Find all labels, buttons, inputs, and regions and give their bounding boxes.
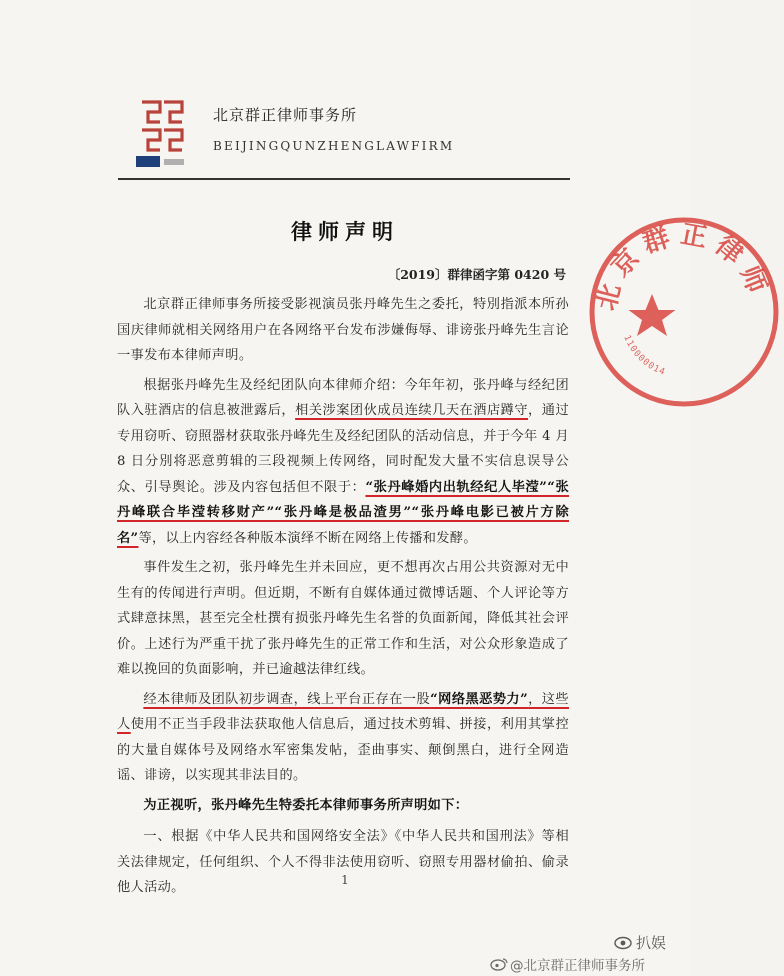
document-number: 〔2019〕群律函字第 0420 号 [387,267,566,282]
seal-number: 110000014 [621,333,667,378]
seal-text: 北京群正律师 [591,219,775,314]
watermark-account-label: @北京群正律师事务所 [510,958,645,974]
svg-text:110000014 [621,334,667,378]
svg-text:北京群正律师 [592,219,775,313]
watermark-app-label: 扒娱 [636,934,667,952]
background-text-a: 根据张丹峰先生及经纪团队向本律师介绍：今年年初，张丹峰与经纪团队入驻酒店的信息被泄露后， [117,377,569,418]
letterhead-divider [118,178,570,180]
paragraph-intro [117,292,569,369]
item-one-text: 一、根据《中华人民共和国网络安全法》《中华人民共和国刑法》等相关法律规定，任何组织、个人不得非法使用窃听、窃照专用器材偷拍、偷录他人活动。 [117,829,569,895]
watermark-account [490,954,645,974]
firm-name-en: BEIJINGQUNZHENGLAWFIRM [213,139,455,153]
background-text-c: ，通过专用窃听、窃照器材获取张丹峰先生及经纪团队的活动信息，并于今年 4 月 8 日分別将恶意剪辑的三段视频上传网络，同时配发大量不实信息误导公众、引导舆论。涉及内容包括但不限于： [117,403,569,495]
firm-seal [584,212,784,412]
paragraph-declaration-intro [117,793,569,819]
firm-name-cn: 北京群正律师事务所 [213,106,358,124]
paragraph-response-text: 事件发生之初，张丹峰先生并未回应，更不想再次占用公共资源对无中生有的传闻进行声明。但近期，不断有自媒体通过微博话题、个人评论等方式肆意抹黑，甚至完全杜撰有损张丹峰先生名誉的负面新闻，降低其社会评价。上述行为严重干扰了张丹峰先生的正常工作和生活，对公众形象造成了难以挽回的负面影响，并已逾越法律红线。 [117,560,569,677]
statement-body [117,292,569,905]
background-text-e: 等，以上内容经各种版本演绎不断在网络上传播和发酵。 [138,530,477,546]
qunzheng-logo-icon [132,96,192,170]
weibo-icon [490,957,508,971]
document-title: 律师声明 [291,219,399,244]
paragraph-investigation [117,687,569,789]
underlined-stakeout-text: 相关涉案团伙成员连续几天在酒店蹲守 [295,403,529,418]
star-icon [629,294,676,336]
declaration-intro-text: 为正视听，张丹峰先生特委托本律师事务所声明如下： [143,797,469,813]
watermark-app [614,932,666,953]
investigation-text-d: 使用不正当手段非法获取他人信息后，通过技术剪辑、拼接，利用其掌控的大量自媒体号及网络水军密集发帖，歪曲事实、颠倒黑白，进行全网造谣、诽谤，以实现其非法目的。 [117,717,569,783]
page-number: 1 [341,873,349,887]
paragraph-intro-text: 北京群正律师事务所接受影视演员张丹峰先生之委托，特別指派本所孙国庆律师就相关网络用户在各网络平台发布涉嫌侮辱、诽谤张丹峰先生言论一事发布本律师声明。 [117,297,569,363]
underlined-these-people-text: ，这些人 [117,691,569,732]
underlined-dark-forces-text: “网络黑恶势力” [430,691,529,707]
underlined-rumor-quotes: “张丹峰婚内出轨经纪人毕滢”“张丹峰联合毕滢转移财产”“张丹峰是极品渣男”“张丹峰电影已被片方除名” [117,479,569,546]
paragraph-background [117,373,569,552]
paragraph-response [117,555,569,683]
eye-logo-icon [614,936,632,950]
underlined-investigation-text: 经本律师及团队初步调查，线上平台正存在一股 [143,691,431,707]
paragraph-item-one [117,824,569,901]
